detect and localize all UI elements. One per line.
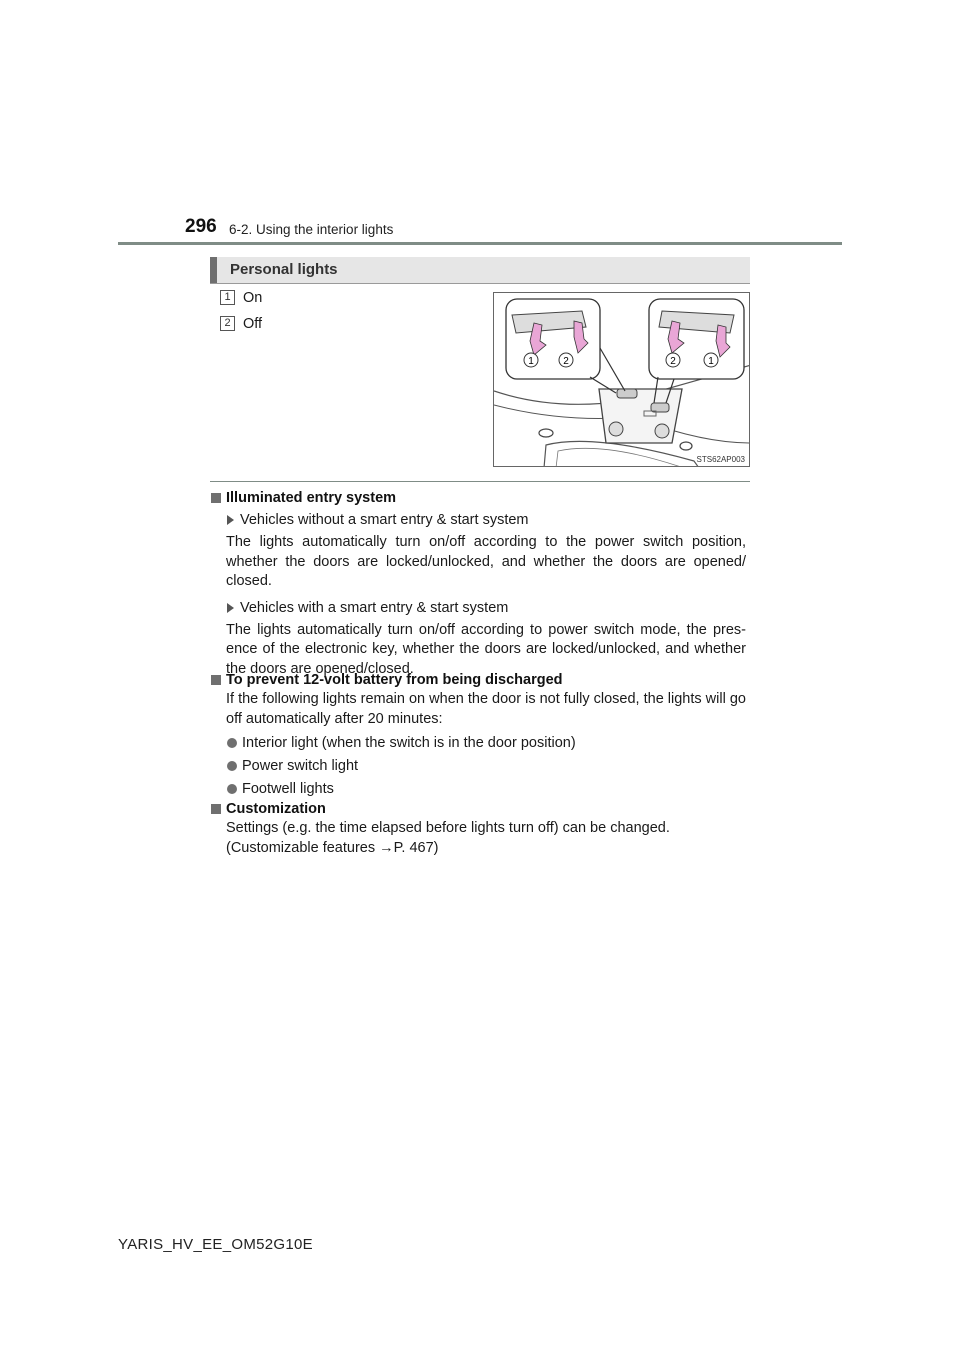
callout-left-2: 2 xyxy=(563,356,569,367)
customization-text-line-2: (Customizable features →P. 467) xyxy=(226,839,439,856)
bullet-dot-icon xyxy=(227,784,237,794)
bullet-text: Interior light (when the switch is in the door position) xyxy=(242,735,576,751)
callout-left-1: 1 xyxy=(528,356,534,367)
item-label-on: On xyxy=(243,290,263,306)
bullet-dot-icon xyxy=(227,761,237,771)
content-rule xyxy=(210,481,750,482)
variant-without-smart-entry xyxy=(210,510,746,530)
item-number-2: 2 xyxy=(220,316,235,331)
variant-with-smart-entry xyxy=(210,598,746,618)
section-title: 6-2. Using the interior lights xyxy=(229,222,394,237)
personal-lights-figure xyxy=(493,292,750,467)
triangle-icon xyxy=(227,603,234,613)
illuminated-entry-heading: Illuminated entry system xyxy=(210,488,746,508)
illuminated-entry-text-2: The lights automatically turn on/off according to power switch mode, the pres- ence of the electronic key, whether the doors are locked/unlocked, and whether the doors are opened/closed. xyxy=(226,621,746,677)
bullet-text: Footwell lights xyxy=(242,781,334,797)
figure-code: STS62AP003 xyxy=(696,455,745,464)
variant-1-text: Vehicles without a smart entry & start system xyxy=(240,512,529,528)
battery-section xyxy=(210,670,746,799)
item-label-off: Off xyxy=(243,316,263,332)
header-rule xyxy=(118,242,842,245)
customization-heading: Customization xyxy=(210,799,746,819)
personal-lights-heading-text: Personal lights xyxy=(230,261,338,278)
triangle-icon xyxy=(227,515,234,525)
bullet-text: Power switch light xyxy=(242,758,359,774)
customization-section xyxy=(210,799,746,858)
battery-heading: To prevent 12-volt battery from being discharged xyxy=(210,670,746,690)
overhead-console-illustration xyxy=(494,293,750,467)
illuminated-entry-text-1: The lights automatically turn on/off according to the power switch position, whether the doors are locked/unlocked, and whether the doors are opened/ closed. xyxy=(226,534,746,589)
variant-2-text: Vehicles with a smart entry & start system xyxy=(240,599,509,616)
callout-right-1: 1 xyxy=(708,356,714,367)
bullet-dot-icon xyxy=(227,738,237,748)
customization-text-line-1: Settings (e.g. the time elapsed before lights turn off) can be changed. xyxy=(226,820,670,836)
item-number-1: 1 xyxy=(220,290,235,305)
personal-lights-heading xyxy=(210,257,750,284)
page-number: 296 xyxy=(185,216,217,237)
bullet-item xyxy=(210,779,746,799)
document-code: YARIS_HV_EE_OM52G10E xyxy=(118,1236,313,1253)
battery-text: If the following lights remain on when the door is not fully closed, the lights will go off automatically after 20 minutes: xyxy=(226,691,746,727)
illuminated-entry-section xyxy=(210,488,746,679)
bullet-item xyxy=(210,756,746,776)
bullet-item xyxy=(210,733,746,753)
callout-right-2: 2 xyxy=(670,356,676,367)
heading-underline xyxy=(210,283,750,284)
